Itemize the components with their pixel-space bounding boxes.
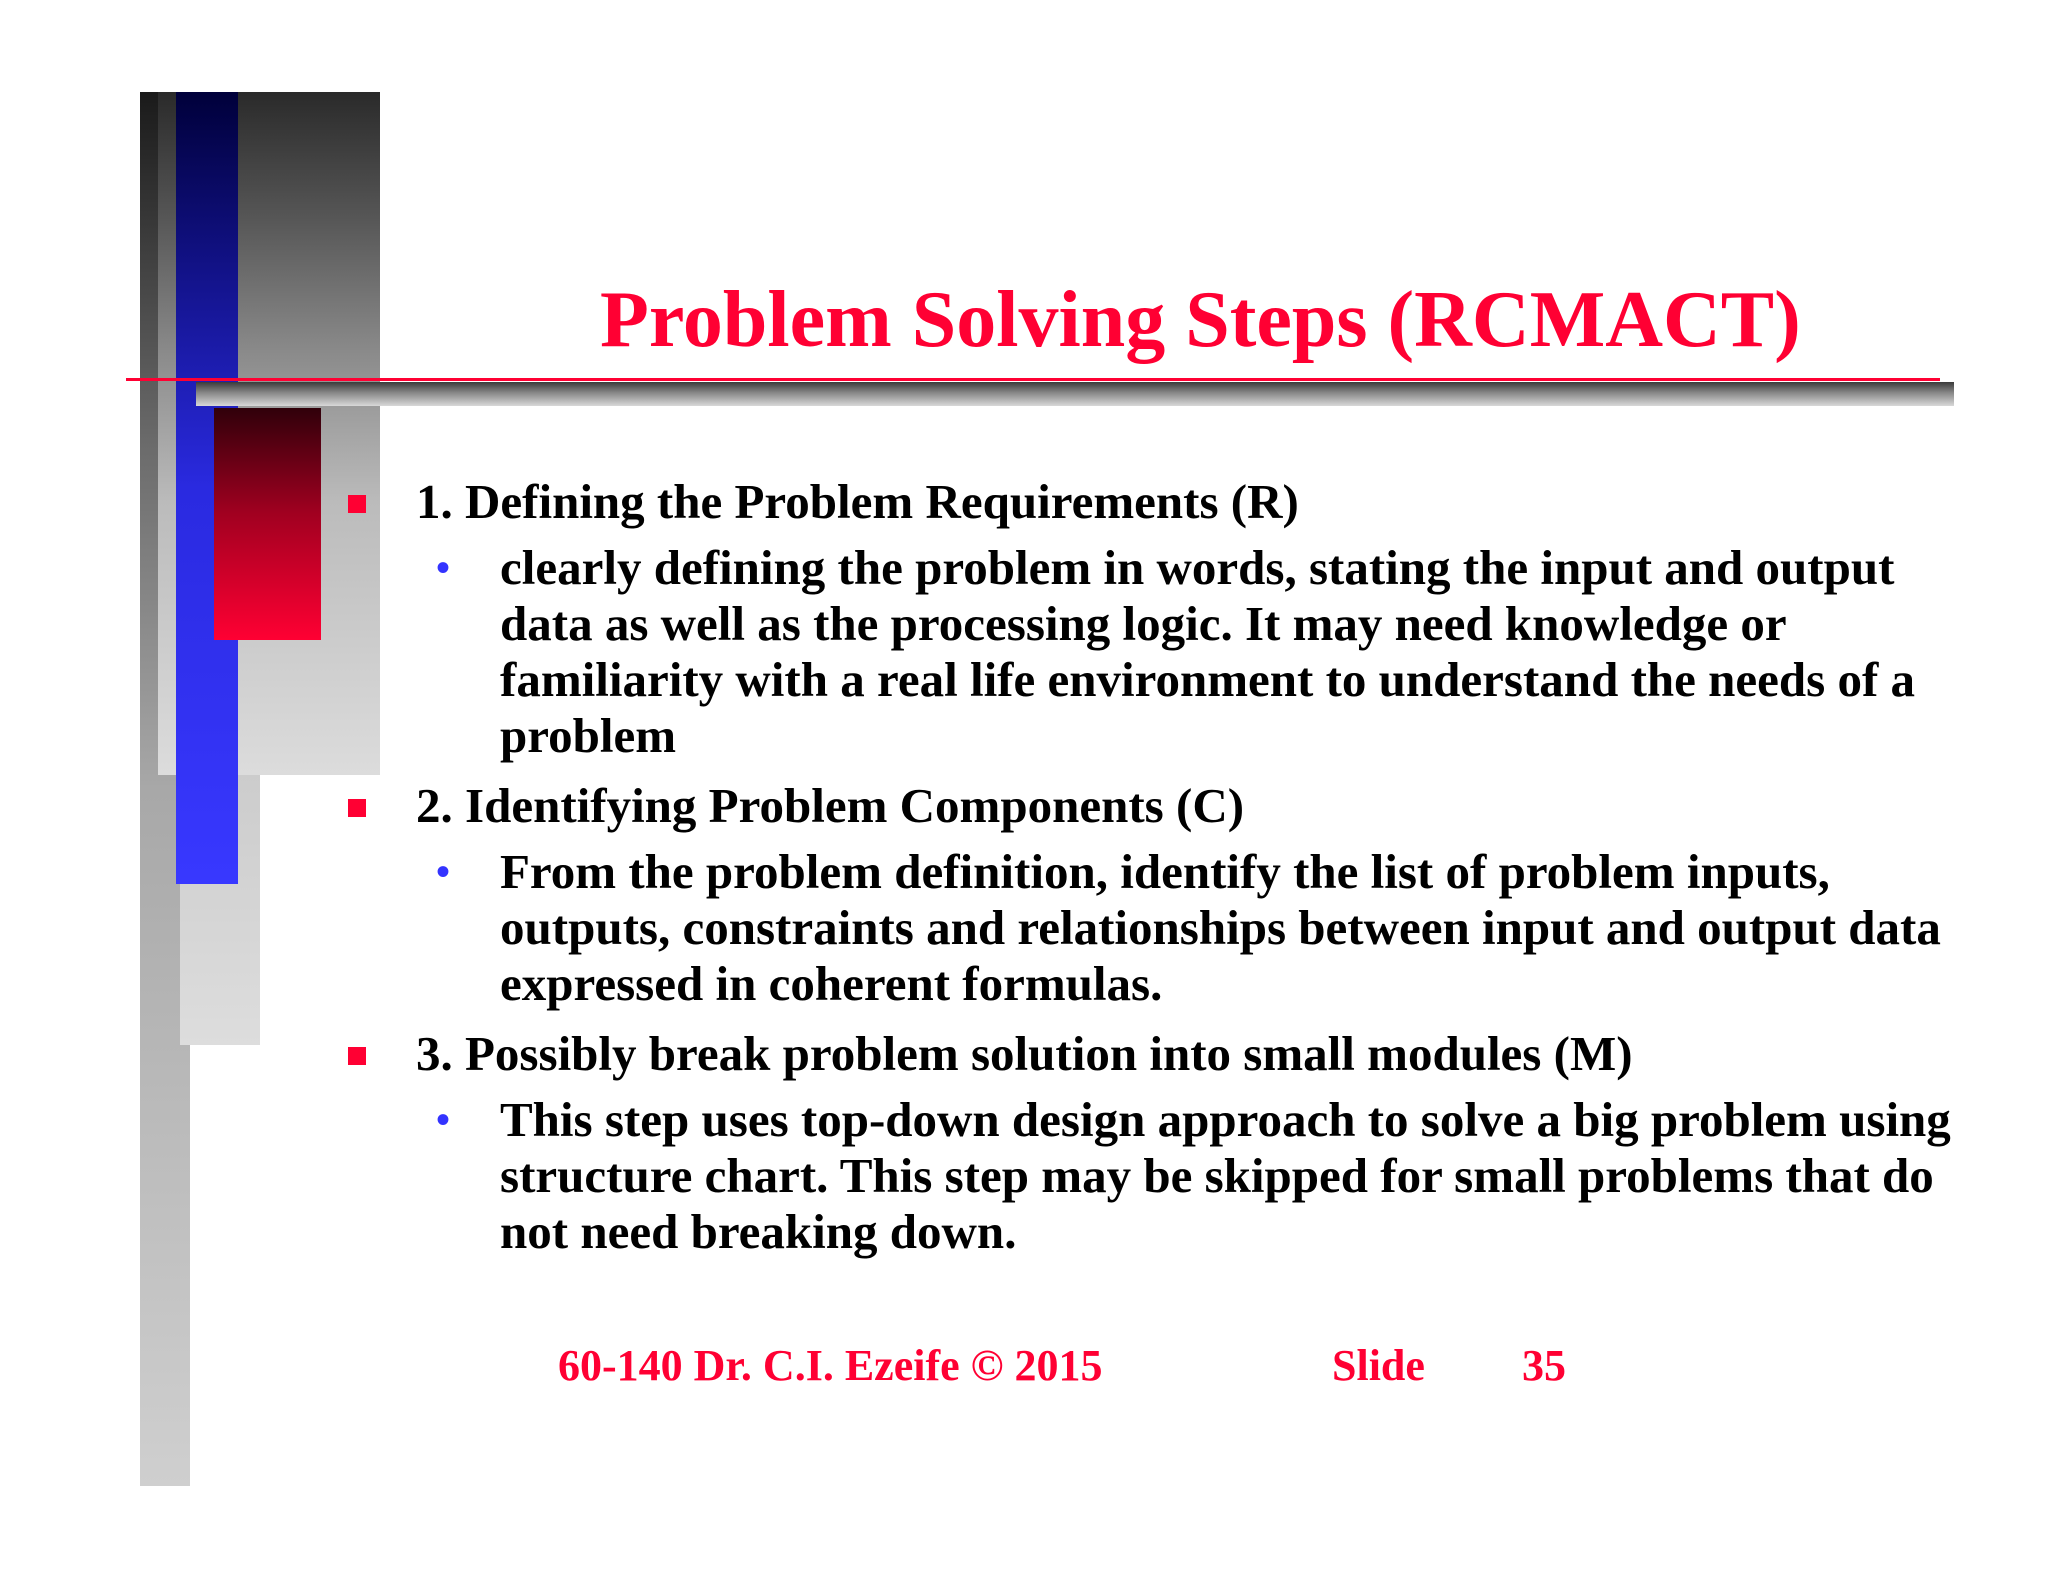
bullet-item-requirements <box>340 472 1960 532</box>
sub-bullet-components <box>340 844 1960 1012</box>
sub-bullet-text: clearly defining the problem in words, stating the input and output data as well as the processing logic. It may need knowledge or familiarity with a real life environment to understand the needs of a problem <box>500 540 1916 763</box>
sub-bullet-modules <box>340 1092 1960 1260</box>
footer-course: 60-140 Dr. C.I. Ezeife © 2015 <box>558 1341 1103 1390</box>
dot-bullet-icon: • <box>436 545 451 590</box>
slide-title: Problem Solving Steps (RCMACT) <box>600 276 1801 364</box>
slide-body <box>340 472 1960 1272</box>
decor-red-block <box>214 408 321 640</box>
square-bullet-icon <box>348 495 366 513</box>
footer-slide-number: 35 <box>1522 1341 1566 1390</box>
sub-bullet-text: This step uses top-down design approach to solve a big problem using structure chart. This step may be skipped for small problems that do not need breaking down. <box>500 1092 1951 1259</box>
bullet-item-modules <box>340 1024 1960 1084</box>
bullet-heading: 3. Possibly break problem solution into small modules (M) <box>416 1026 1633 1081</box>
square-bullet-icon <box>348 1047 366 1065</box>
title-divider-shadow-bar <box>196 382 1954 406</box>
footer-slide-label: Slide <box>1332 1341 1425 1390</box>
dot-bullet-icon: • <box>436 849 451 894</box>
dot-bullet-icon: • <box>436 1097 451 1142</box>
title-divider-red-line <box>126 378 1940 381</box>
bullet-heading: 1. Defining the Problem Requirements (R) <box>416 474 1299 529</box>
bullet-item-components <box>340 776 1960 836</box>
bullet-heading: 2. Identifying Problem Components (C) <box>416 778 1245 833</box>
sub-bullet-text: From the problem definition, identify the list of problem inputs, outputs, constraints and relationships between input and output data expressed in coherent formulas. <box>500 844 1941 1011</box>
sub-bullet-requirements <box>340 540 1960 764</box>
square-bullet-icon <box>348 799 366 817</box>
